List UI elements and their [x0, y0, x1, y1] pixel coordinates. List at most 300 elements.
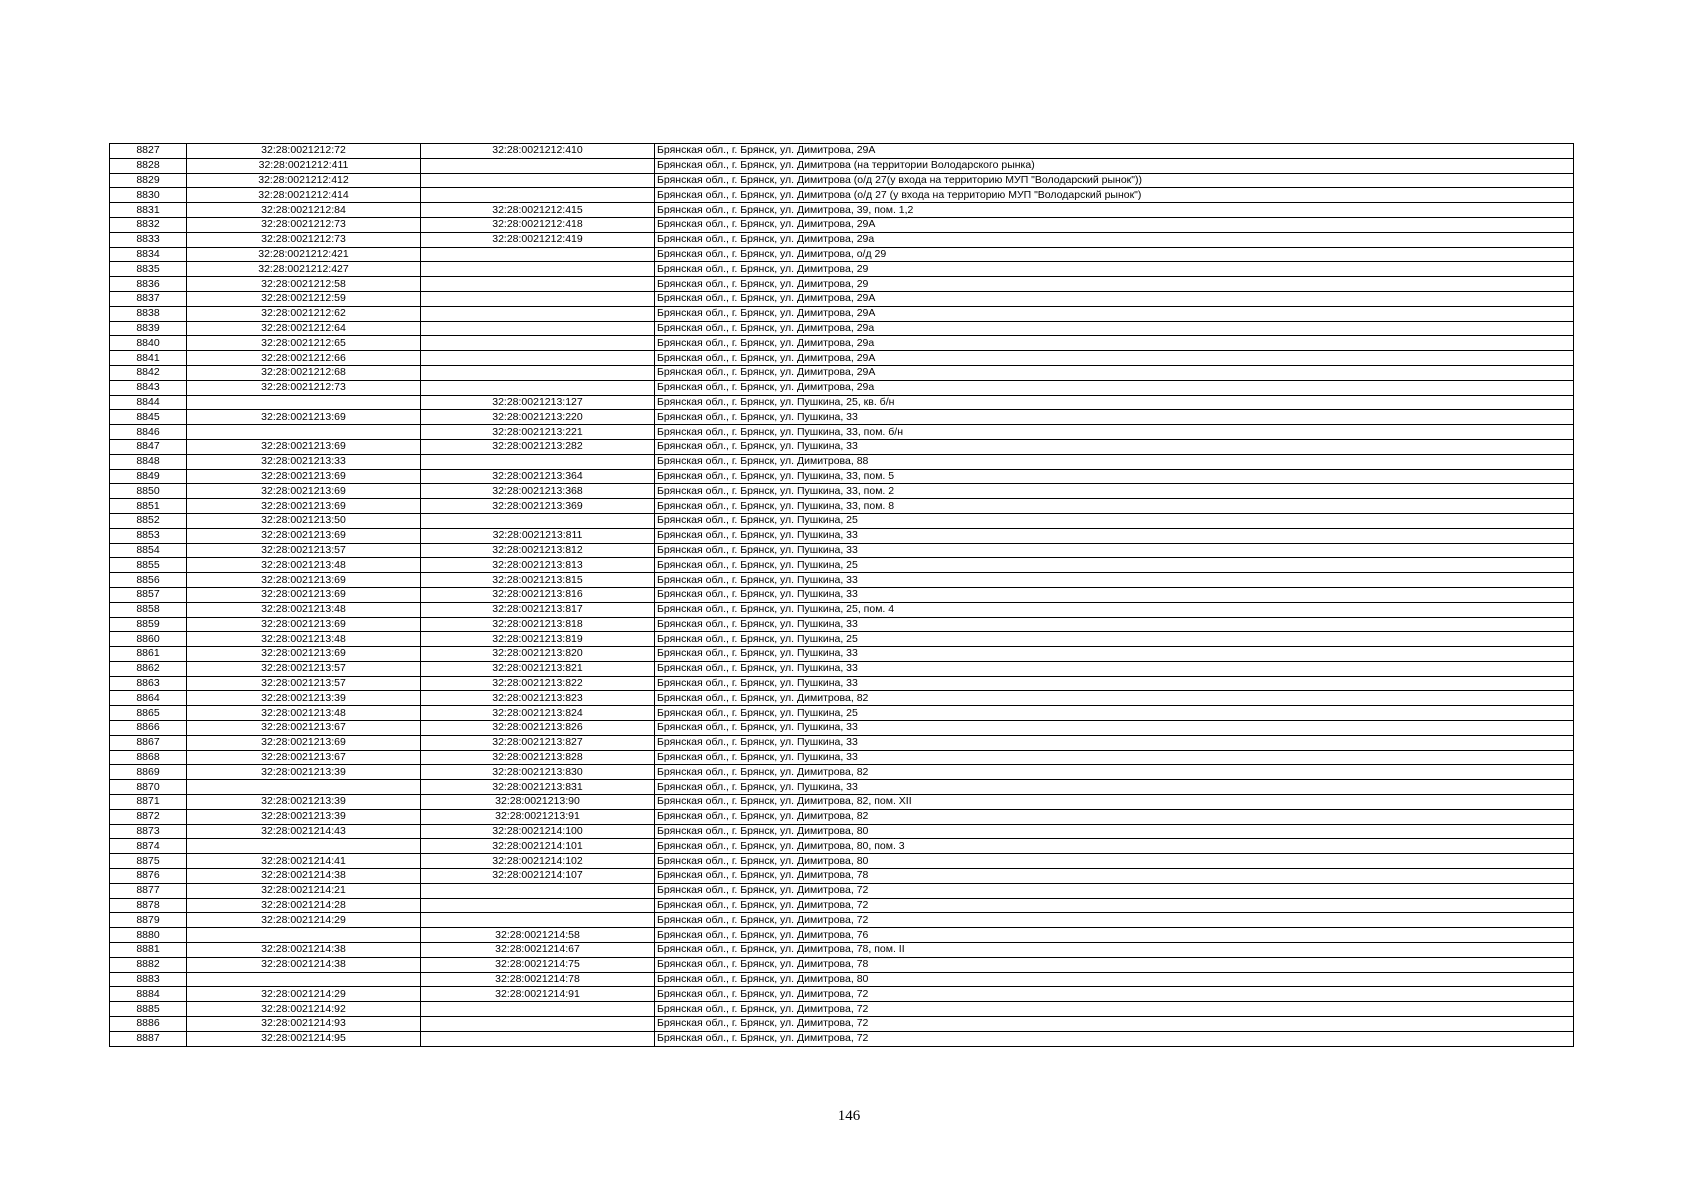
address-cell: Брянская обл., г. Брянск, ул. Димитрова, 29А — [655, 144, 1574, 159]
table-row — [110, 735, 1574, 750]
land-cadastral-number-cell: 32:28:0021212:68 — [187, 365, 421, 380]
object-cadastral-number-cell — [421, 277, 655, 292]
table-row — [110, 262, 1574, 277]
land-cadastral-number-cell: 32:28:0021214:21 — [187, 883, 421, 898]
land-cadastral-number-cell: 32:28:0021214:93 — [187, 1017, 421, 1032]
address-cell: Брянская обл., г. Брянск, ул. Димитрова, 29а — [655, 336, 1574, 351]
land-cadastral-number-cell: 32:28:0021213:69 — [187, 499, 421, 514]
table-row — [110, 809, 1574, 824]
land-cadastral-number-cell: 32:28:0021212:414 — [187, 188, 421, 203]
object-cadastral-number-cell — [421, 1031, 655, 1046]
land-cadastral-number-cell: 32:28:0021214:29 — [187, 987, 421, 1002]
object-cadastral-number-cell: 32:28:0021214:102 — [421, 854, 655, 869]
address-cell: Брянская обл., г. Брянск, ул. Пушкина, 33, пом. 8 — [655, 499, 1574, 514]
row-number-cell: 8858 — [110, 602, 187, 617]
row-number-cell: 8866 — [110, 721, 187, 736]
object-cadastral-number-cell — [421, 336, 655, 351]
land-cadastral-number-cell: 32:28:0021212:412 — [187, 173, 421, 188]
object-cadastral-number-cell — [421, 173, 655, 188]
table-row — [110, 765, 1574, 780]
object-cadastral-number-cell: 32:28:0021213:824 — [421, 706, 655, 721]
row-number-cell: 8865 — [110, 706, 187, 721]
object-cadastral-number-cell: 32:28:0021213:369 — [421, 499, 655, 514]
table-row — [110, 987, 1574, 1002]
row-number-cell: 8878 — [110, 898, 187, 913]
address-cell: Брянская обл., г. Брянск, ул. Пушкина, 33 — [655, 439, 1574, 454]
table-row — [110, 573, 1574, 588]
address-cell: Брянская обл., г. Брянск, ул. Димитрова, 29 — [655, 277, 1574, 292]
land-cadastral-number-cell: 32:28:0021213:50 — [187, 513, 421, 528]
land-cadastral-number-cell: 32:28:0021212:62 — [187, 306, 421, 321]
object-cadastral-number-cell: 32:28:0021213:822 — [421, 676, 655, 691]
address-cell: Брянская обл., г. Брянск, ул. Пушкина, 33 — [655, 676, 1574, 691]
land-cadastral-number-cell: 32:28:0021213:57 — [187, 676, 421, 691]
row-number-cell: 8856 — [110, 573, 187, 588]
object-cadastral-number-cell: 32:28:0021213:127 — [421, 395, 655, 410]
address-cell: Брянская обл., г. Брянск, ул. Пушкина, 33 — [655, 735, 1574, 750]
table-row — [110, 454, 1574, 469]
table-row — [110, 913, 1574, 928]
object-cadastral-number-cell: 32:28:0021213:813 — [421, 558, 655, 573]
object-cadastral-number-cell: 32:28:0021214:107 — [421, 869, 655, 884]
row-number-cell: 8857 — [110, 587, 187, 602]
row-number-cell: 8851 — [110, 499, 187, 514]
object-cadastral-number-cell — [421, 883, 655, 898]
row-number-cell: 8869 — [110, 765, 187, 780]
object-cadastral-number-cell: 32:28:0021212:419 — [421, 232, 655, 247]
row-number-cell: 8831 — [110, 203, 187, 218]
object-cadastral-number-cell: 32:28:0021213:816 — [421, 587, 655, 602]
row-number-cell: 8868 — [110, 750, 187, 765]
table-row — [110, 795, 1574, 810]
land-cadastral-number-cell — [187, 425, 421, 440]
land-cadastral-number-cell: 32:28:0021212:58 — [187, 277, 421, 292]
table-row — [110, 158, 1574, 173]
land-cadastral-number-cell — [187, 395, 421, 410]
row-number-cell: 8867 — [110, 735, 187, 750]
address-cell: Брянская обл., г. Брянск, ул. Пушкина, 33 — [655, 543, 1574, 558]
land-cadastral-number-cell: 32:28:0021213:39 — [187, 691, 421, 706]
table-row — [110, 898, 1574, 913]
row-number-cell: 8830 — [110, 188, 187, 203]
row-number-cell: 8874 — [110, 839, 187, 854]
table-row — [110, 439, 1574, 454]
address-cell: Брянская обл., г. Брянск, ул. Пушкина, 33, пом. 2 — [655, 484, 1574, 499]
object-cadastral-number-cell: 32:28:0021213:811 — [421, 528, 655, 543]
row-number-cell: 8853 — [110, 528, 187, 543]
address-cell: Брянская обл., г. Брянск, ул. Димитрова, 78 — [655, 957, 1574, 972]
object-cadastral-number-cell: 32:28:0021213:827 — [421, 735, 655, 750]
land-cadastral-number-cell: 32:28:0021213:69 — [187, 410, 421, 425]
row-number-cell: 8850 — [110, 484, 187, 499]
object-cadastral-number-cell — [421, 1002, 655, 1017]
address-cell: Брянская обл., г. Брянск, ул. Димитрова, 72 — [655, 1031, 1574, 1046]
table-row — [110, 321, 1574, 336]
table-row — [110, 957, 1574, 972]
land-cadastral-number-cell: 32:28:0021212:73 — [187, 217, 421, 232]
object-cadastral-number-cell: 32:28:0021213:830 — [421, 765, 655, 780]
table-row — [110, 232, 1574, 247]
table-row — [110, 499, 1574, 514]
table-row — [110, 484, 1574, 499]
table-row — [110, 247, 1574, 262]
land-cadastral-number-cell: 32:28:0021213:69 — [187, 469, 421, 484]
land-cadastral-number-cell: 32:28:0021214:38 — [187, 943, 421, 958]
address-cell: Брянская обл., г. Брянск, ул. Пушкина, 33 — [655, 573, 1574, 588]
object-cadastral-number-cell: 32:28:0021214:58 — [421, 928, 655, 943]
row-number-cell: 8862 — [110, 661, 187, 676]
row-number-cell: 8876 — [110, 869, 187, 884]
land-cadastral-number-cell: 32:28:0021212:427 — [187, 262, 421, 277]
address-cell: Брянская обл., г. Брянск, ул. Димитрова, 78, пом. II — [655, 943, 1574, 958]
object-cadastral-number-cell: 32:28:0021213:221 — [421, 425, 655, 440]
address-cell: Брянская обл., г. Брянск, ул. Димитрова (о/д 27 (у входа на территорию МУП "Володарский рынок") — [655, 188, 1574, 203]
page-number: 146 — [837, 1108, 861, 1124]
land-cadastral-number-cell — [187, 972, 421, 987]
table-row — [110, 750, 1574, 765]
address-cell: Брянская обл., г. Брянск, ул. Димитрова, 78 — [655, 869, 1574, 884]
row-number-cell: 8835 — [110, 262, 187, 277]
object-cadastral-number-cell: 32:28:0021213:812 — [421, 543, 655, 558]
object-cadastral-number-cell — [421, 513, 655, 528]
land-cadastral-number-cell: 32:28:0021213:69 — [187, 735, 421, 750]
object-cadastral-number-cell: 32:28:0021213:220 — [421, 410, 655, 425]
address-cell: Брянская обл., г. Брянск, ул. Пушкина, 33 — [655, 780, 1574, 795]
object-cadastral-number-cell: 32:28:0021212:410 — [421, 144, 655, 159]
land-cadastral-number-cell: 32:28:0021213:69 — [187, 647, 421, 662]
row-number-cell: 8827 — [110, 144, 187, 159]
address-cell: Брянская обл., г. Брянск, ул. Димитрова, 80, пом. 3 — [655, 839, 1574, 854]
address-cell: Брянская обл., г. Брянск, ул. Димитрова, 80 — [655, 824, 1574, 839]
address-cell: Брянская обл., г. Брянск, ул. Димитрова, 72 — [655, 987, 1574, 1002]
land-cadastral-number-cell: 32:28:0021214:38 — [187, 869, 421, 884]
table-row — [110, 528, 1574, 543]
land-cadastral-number-cell: 32:28:0021213:69 — [187, 617, 421, 632]
row-number-cell: 8875 — [110, 854, 187, 869]
object-cadastral-number-cell: 32:28:0021214:78 — [421, 972, 655, 987]
address-cell: Брянская обл., г. Брянск, ул. Димитрова, 29А — [655, 351, 1574, 366]
object-cadastral-number-cell — [421, 291, 655, 306]
object-cadastral-number-cell: 32:28:0021213:831 — [421, 780, 655, 795]
table-row — [110, 1002, 1574, 1017]
object-cadastral-number-cell: 32:28:0021213:820 — [421, 647, 655, 662]
land-cadastral-number-cell: 32:28:0021213:39 — [187, 809, 421, 824]
table-row — [110, 543, 1574, 558]
land-cadastral-number-cell: 32:28:0021213:57 — [187, 661, 421, 676]
object-cadastral-number-cell — [421, 351, 655, 366]
land-cadastral-number-cell — [187, 928, 421, 943]
table-row — [110, 854, 1574, 869]
object-cadastral-number-cell — [421, 158, 655, 173]
row-number-cell: 8836 — [110, 277, 187, 292]
object-cadastral-number-cell — [421, 898, 655, 913]
address-cell: Брянская обл., г. Брянск, ул. Пушкина, 25, кв. б/н — [655, 395, 1574, 410]
object-cadastral-number-cell: 32:28:0021213:90 — [421, 795, 655, 810]
object-cadastral-number-cell: 32:28:0021213:821 — [421, 661, 655, 676]
object-cadastral-number-cell: 32:28:0021213:826 — [421, 721, 655, 736]
address-cell: Брянская обл., г. Брянск, ул. Пушкина, 25 — [655, 513, 1574, 528]
address-cell: Брянская обл., г. Брянск, ул. Димитрова, 82, пом. XII — [655, 795, 1574, 810]
land-cadastral-number-cell: 32:28:0021212:72 — [187, 144, 421, 159]
land-cadastral-number-cell: 32:28:0021213:48 — [187, 602, 421, 617]
land-cadastral-number-cell: 32:28:0021214:95 — [187, 1031, 421, 1046]
row-number-cell: 8846 — [110, 425, 187, 440]
row-number-cell: 8844 — [110, 395, 187, 410]
row-number-cell: 8870 — [110, 780, 187, 795]
row-number-cell: 8880 — [110, 928, 187, 943]
row-number-cell: 8837 — [110, 291, 187, 306]
row-number-cell: 8873 — [110, 824, 187, 839]
land-cadastral-number-cell: 32:28:0021212:65 — [187, 336, 421, 351]
row-number-cell: 8832 — [110, 217, 187, 232]
table-row — [110, 587, 1574, 602]
object-cadastral-number-cell: 32:28:0021214:100 — [421, 824, 655, 839]
land-cadastral-number-cell: 32:28:0021214:29 — [187, 913, 421, 928]
address-cell: Брянская обл., г. Брянск, ул. Димитрова, 76 — [655, 928, 1574, 943]
address-cell: Брянская обл., г. Брянск, ул. Димитрова, 29А — [655, 306, 1574, 321]
land-cadastral-number-cell: 32:28:0021213:69 — [187, 587, 421, 602]
row-number-cell: 8864 — [110, 691, 187, 706]
row-number-cell: 8863 — [110, 676, 187, 691]
land-cadastral-number-cell: 32:28:0021214:28 — [187, 898, 421, 913]
object-cadastral-number-cell: 32:28:0021213:368 — [421, 484, 655, 499]
land-cadastral-number-cell: 32:28:0021214:92 — [187, 1002, 421, 1017]
property-table — [109, 143, 1574, 1047]
object-cadastral-number-cell: 32:28:0021213:815 — [421, 573, 655, 588]
table-row — [110, 395, 1574, 410]
table-row — [110, 351, 1574, 366]
object-cadastral-number-cell — [421, 262, 655, 277]
table-row — [110, 144, 1574, 159]
row-number-cell: 8887 — [110, 1031, 187, 1046]
address-cell: Брянская обл., г. Брянск, ул. Димитрова, 39, пом. 1,2 — [655, 203, 1574, 218]
row-number-cell: 8841 — [110, 351, 187, 366]
object-cadastral-number-cell: 32:28:0021213:817 — [421, 602, 655, 617]
land-cadastral-number-cell: 32:28:0021213:48 — [187, 558, 421, 573]
address-cell: Брянская обл., г. Брянск, ул. Димитрова, 88 — [655, 454, 1574, 469]
row-number-cell: 8871 — [110, 795, 187, 810]
land-cadastral-number-cell: 32:28:0021213:69 — [187, 573, 421, 588]
land-cadastral-number-cell: 32:28:0021213:57 — [187, 543, 421, 558]
table-row — [110, 365, 1574, 380]
address-cell: Брянская обл., г. Брянск, ул. Димитрова, 82 — [655, 691, 1574, 706]
address-cell: Брянская обл., г. Брянск, ул. Пушкина, 25 — [655, 706, 1574, 721]
table-row — [110, 513, 1574, 528]
object-cadastral-number-cell: 32:28:0021213:819 — [421, 632, 655, 647]
object-cadastral-number-cell: 32:28:0021214:67 — [421, 943, 655, 958]
address-cell: Брянская обл., г. Брянск, ул. Пушкина, 25 — [655, 632, 1574, 647]
land-cadastral-number-cell: 32:28:0021213:69 — [187, 484, 421, 499]
address-cell: Брянская обл., г. Брянск, ул. Пушкина, 33, пом. б/н — [655, 425, 1574, 440]
table-row — [110, 928, 1574, 943]
table-row — [110, 691, 1574, 706]
row-number-cell: 8884 — [110, 987, 187, 1002]
table-row — [110, 869, 1574, 884]
table-row — [110, 1017, 1574, 1032]
row-number-cell: 8879 — [110, 913, 187, 928]
land-cadastral-number-cell: 32:28:0021213:33 — [187, 454, 421, 469]
table-row — [110, 291, 1574, 306]
table-row — [110, 676, 1574, 691]
table-row — [110, 425, 1574, 440]
table-row — [110, 410, 1574, 425]
address-cell: Брянская обл., г. Брянск, ул. Димитрова, 82 — [655, 809, 1574, 824]
address-cell: Брянская обл., г. Брянск, ул. Димитрова, 29А — [655, 365, 1574, 380]
address-cell: Брянская обл., г. Брянск, ул. Пушкина, 33 — [655, 617, 1574, 632]
table-row — [110, 380, 1574, 395]
land-cadastral-number-cell: 32:28:0021214:43 — [187, 824, 421, 839]
land-cadastral-number-cell: 32:28:0021213:39 — [187, 795, 421, 810]
land-cadastral-number-cell: 32:28:0021212:421 — [187, 247, 421, 262]
row-number-cell: 8882 — [110, 957, 187, 972]
address-cell: Брянская обл., г. Брянск, ул. Димитрова, 29А — [655, 217, 1574, 232]
table-row — [110, 632, 1574, 647]
land-cadastral-number-cell: 32:28:0021213:69 — [187, 439, 421, 454]
table-row — [110, 661, 1574, 676]
object-cadastral-number-cell: 32:28:0021213:823 — [421, 691, 655, 706]
table-row — [110, 617, 1574, 632]
land-cadastral-number-cell: 32:28:0021213:67 — [187, 721, 421, 736]
row-number-cell: 8886 — [110, 1017, 187, 1032]
address-cell: Брянская обл., г. Брянск, ул. Димитрова, 72 — [655, 883, 1574, 898]
address-cell: Брянская обл., г. Брянск, ул. Пушкина, 33 — [655, 647, 1574, 662]
row-number-cell: 8848 — [110, 454, 187, 469]
table-row — [110, 943, 1574, 958]
address-cell: Брянская обл., г. Брянск, ул. Пушкина, 33 — [655, 587, 1574, 602]
table-row — [110, 558, 1574, 573]
address-cell: Брянская обл., г. Брянск, ул. Димитрова, 29 — [655, 262, 1574, 277]
address-cell: Брянская обл., г. Брянск, ул. Пушкина, 33 — [655, 528, 1574, 543]
address-cell: Брянская обл., г. Брянск, ул. Пушкина, 25, пом. 4 — [655, 602, 1574, 617]
row-number-cell: 8847 — [110, 439, 187, 454]
land-cadastral-number-cell: 32:28:0021213:48 — [187, 632, 421, 647]
table-row — [110, 706, 1574, 721]
address-cell: Брянская обл., г. Брянск, ул. Димитрова, 29А — [655, 291, 1574, 306]
row-number-cell: 8859 — [110, 617, 187, 632]
table-row — [110, 883, 1574, 898]
address-cell: Брянская обл., г. Брянск, ул. Пушкина, 25 — [655, 558, 1574, 573]
land-cadastral-number-cell: 32:28:0021212:73 — [187, 380, 421, 395]
land-cadastral-number-cell: 32:28:0021212:411 — [187, 158, 421, 173]
object-cadastral-number-cell: 32:28:0021212:415 — [421, 203, 655, 218]
object-cadastral-number-cell: 32:28:0021214:91 — [421, 987, 655, 1002]
object-cadastral-number-cell — [421, 188, 655, 203]
table-row — [110, 336, 1574, 351]
table-row — [110, 306, 1574, 321]
object-cadastral-number-cell: 32:28:0021212:418 — [421, 217, 655, 232]
address-cell: Брянская обл., г. Брянск, ул. Димитрова, 80 — [655, 854, 1574, 869]
land-cadastral-number-cell — [187, 839, 421, 854]
row-number-cell: 8854 — [110, 543, 187, 558]
table-row — [110, 602, 1574, 617]
object-cadastral-number-cell: 32:28:0021213:364 — [421, 469, 655, 484]
object-cadastral-number-cell: 32:28:0021213:828 — [421, 750, 655, 765]
row-number-cell: 8829 — [110, 173, 187, 188]
row-number-cell: 8845 — [110, 410, 187, 425]
row-number-cell: 8877 — [110, 883, 187, 898]
object-cadastral-number-cell: 32:28:0021214:75 — [421, 957, 655, 972]
table-row — [110, 647, 1574, 662]
table-row — [110, 188, 1574, 203]
land-cadastral-number-cell: 32:28:0021213:39 — [187, 765, 421, 780]
address-cell: Брянская обл., г. Брянск, ул. Димитрова, 72 — [655, 1017, 1574, 1032]
object-cadastral-number-cell: 32:28:0021213:818 — [421, 617, 655, 632]
object-cadastral-number-cell — [421, 365, 655, 380]
land-cadastral-number-cell: 32:28:0021214:41 — [187, 854, 421, 869]
row-number-cell: 8838 — [110, 306, 187, 321]
land-cadastral-number-cell: 32:28:0021213:48 — [187, 706, 421, 721]
address-cell: Брянская обл., г. Брянск, ул. Димитрова, 29а — [655, 380, 1574, 395]
row-number-cell: 8842 — [110, 365, 187, 380]
row-number-cell: 8881 — [110, 943, 187, 958]
row-number-cell: 8885 — [110, 1002, 187, 1017]
object-cadastral-number-cell: 32:28:0021213:282 — [421, 439, 655, 454]
address-cell: Брянская обл., г. Брянск, ул. Димитрова, 72 — [655, 898, 1574, 913]
address-cell: Брянская обл., г. Брянск, ул. Пушкина, 33 — [655, 410, 1574, 425]
land-cadastral-number-cell: 32:28:0021213:67 — [187, 750, 421, 765]
address-cell: Брянская обл., г. Брянск, ул. Димитрова, 29а — [655, 232, 1574, 247]
table-body — [110, 144, 1574, 1047]
object-cadastral-number-cell: 32:28:0021213:91 — [421, 809, 655, 824]
address-cell: Брянская обл., г. Брянск, ул. Пушкина, 33 — [655, 721, 1574, 736]
object-cadastral-number-cell — [421, 380, 655, 395]
table-row — [110, 1031, 1574, 1046]
object-cadastral-number-cell — [421, 1017, 655, 1032]
address-cell: Брянская обл., г. Брянск, ул. Димитрова (о/д 27(у входа на территорию МУП "Володарский рынок")) — [655, 173, 1574, 188]
table-row — [110, 469, 1574, 484]
land-cadastral-number-cell: 32:28:0021212:66 — [187, 351, 421, 366]
land-cadastral-number-cell: 32:28:0021212:73 — [187, 232, 421, 247]
object-cadastral-number-cell — [421, 306, 655, 321]
table-row — [110, 839, 1574, 854]
row-number-cell: 8839 — [110, 321, 187, 336]
address-cell: Брянская обл., г. Брянск, ул. Димитрова, о/д 29 — [655, 247, 1574, 262]
land-cadastral-number-cell: 32:28:0021213:69 — [187, 528, 421, 543]
table-row — [110, 277, 1574, 292]
land-cadastral-number-cell: 32:28:0021214:38 — [187, 957, 421, 972]
row-number-cell: 8861 — [110, 647, 187, 662]
row-number-cell: 8828 — [110, 158, 187, 173]
object-cadastral-number-cell: 32:28:0021214:101 — [421, 839, 655, 854]
address-cell: Брянская обл., г. Брянск, ул. Пушкина, 33, пом. 5 — [655, 469, 1574, 484]
object-cadastral-number-cell — [421, 454, 655, 469]
table-row — [110, 824, 1574, 839]
object-cadastral-number-cell — [421, 247, 655, 262]
row-number-cell: 8855 — [110, 558, 187, 573]
address-cell: Брянская обл., г. Брянск, ул. Димитрова (на территории Володарского рынка) — [655, 158, 1574, 173]
object-cadastral-number-cell — [421, 321, 655, 336]
row-number-cell: 8883 — [110, 972, 187, 987]
table-row — [110, 217, 1574, 232]
table-row — [110, 173, 1574, 188]
address-cell: Брянская обл., г. Брянск, ул. Димитрова, 72 — [655, 1002, 1574, 1017]
address-cell: Брянская обл., г. Брянск, ул. Димитрова, 82 — [655, 765, 1574, 780]
table-row — [110, 721, 1574, 736]
land-cadastral-number-cell — [187, 780, 421, 795]
land-cadastral-number-cell: 32:28:0021212:59 — [187, 291, 421, 306]
land-cadastral-number-cell: 32:28:0021212:64 — [187, 321, 421, 336]
table-row — [110, 203, 1574, 218]
land-cadastral-number-cell: 32:28:0021212:84 — [187, 203, 421, 218]
object-cadastral-number-cell — [421, 913, 655, 928]
address-cell: Брянская обл., г. Брянск, ул. Пушкина, 33 — [655, 661, 1574, 676]
row-number-cell: 8834 — [110, 247, 187, 262]
table-row — [110, 972, 1574, 987]
row-number-cell: 8852 — [110, 513, 187, 528]
address-cell: Брянская обл., г. Брянск, ул. Димитрова, 29а — [655, 321, 1574, 336]
row-number-cell: 8843 — [110, 380, 187, 395]
row-number-cell: 8849 — [110, 469, 187, 484]
